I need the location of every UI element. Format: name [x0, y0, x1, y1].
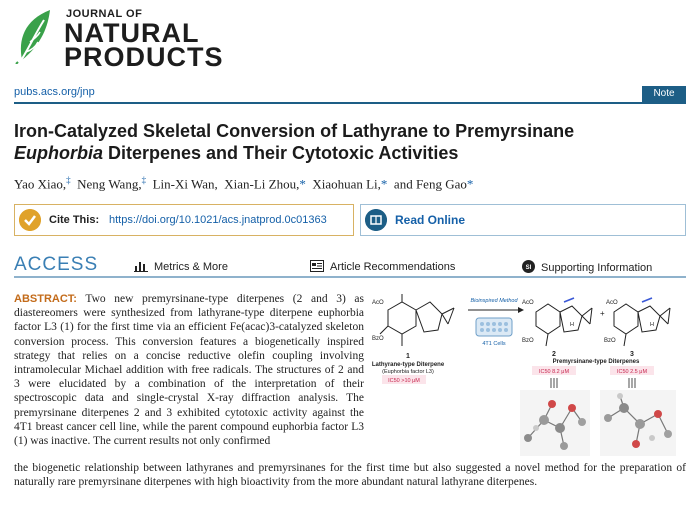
bzo-label: BzO	[372, 336, 384, 342]
author-mark: ‡	[66, 175, 71, 185]
read-online-label: Read Online	[395, 213, 466, 227]
article-icon	[310, 260, 324, 272]
supporting-info-link[interactable]	[522, 260, 652, 274]
bar-chart-icon	[134, 260, 148, 272]
journal-url[interactable]: pubs.acs.org/jnp	[14, 86, 95, 98]
plus-sign: +	[600, 309, 605, 318]
author-mark: ‡	[141, 175, 147, 185]
logo-natural: NATURAL	[64, 18, 200, 48]
article-title	[14, 120, 686, 164]
leaf-icon	[14, 6, 60, 64]
recommendations-label: Article Recommendations	[330, 261, 456, 273]
compound-3-stereo-bond	[642, 298, 652, 302]
aco-label: AcO	[372, 300, 384, 306]
title-part-1: Iron-Catalyzed Skeletal Conversion of Lathyrane to Premyrsinane	[14, 121, 575, 141]
toc-graphic[interactable]	[368, 288, 686, 458]
crystal-structure-2	[520, 390, 590, 456]
lathyrane-subcaption: (Euphorbia factor L3)	[382, 369, 434, 375]
bzo-label-2: BzO	[522, 338, 534, 344]
compound-1-number: 1	[406, 353, 410, 360]
h-label-3: H	[650, 322, 654, 328]
recommendations-link[interactable]	[310, 260, 455, 273]
lathyrane-caption: Lathyrane-type Diterpene	[371, 362, 445, 368]
cells-label: 4T1 Cells	[482, 341, 506, 347]
cite-label: Cite This:	[49, 214, 100, 226]
abstract-heading: ABSTRACT:	[14, 293, 77, 305]
compound-2-number: 2	[552, 351, 556, 358]
aco-label-2: AcO	[522, 300, 534, 306]
supporting-info-label: Supporting Information	[541, 262, 653, 274]
ic50-2: IC50 8.2 μM	[538, 369, 570, 375]
abstract-text-continued: the biogenetic relationship between lathyranes and premyrsinanes for the first time but also suggested a novel method for the preparation of naturally rare premyrsinane diterpenes with high bioactivity from the more abundant natural lathyrane diterpenes.	[14, 462, 686, 489]
ic50-3: IC50 2.5 μM	[616, 369, 648, 375]
premyrsinane-caption: Premyrsinane-type Diterpenes	[552, 359, 640, 365]
bzo-label-3: BzO	[604, 338, 616, 344]
read-online-button[interactable]	[360, 204, 686, 236]
doi-link[interactable]: https://doi.org/10.1021/acs.jnatprod.0c01363	[109, 214, 327, 226]
abstract-text	[14, 292, 364, 448]
aco-label-3: AcO	[606, 300, 618, 306]
metrics-label: Metrics & More	[154, 261, 228, 273]
corresponding-mark: *	[466, 176, 474, 192]
compound-1-structure	[380, 294, 454, 346]
crystal-structure-3	[600, 390, 676, 456]
access-bar	[14, 254, 686, 278]
header-divider	[14, 102, 686, 104]
author-name[interactable]: Yao Xiao,	[14, 176, 67, 192]
compound-3-number: 3	[630, 351, 634, 358]
si-icon	[522, 260, 535, 273]
author-name[interactable]: Xian-Li Zhou,	[224, 176, 300, 192]
well-plate-icon	[476, 318, 512, 336]
cite-this-box	[14, 204, 354, 236]
compound-3-structure	[614, 304, 670, 346]
metrics-link[interactable]	[134, 260, 228, 273]
logo-products: PRODUCTS	[64, 42, 224, 72]
bioinspired-label: Bioinspired Method	[470, 298, 518, 304]
corresponding-mark: *	[299, 176, 306, 192]
compound-2-stereo-bond	[564, 298, 574, 302]
checkmark-icon	[19, 209, 41, 231]
abstract-body: Two new premyrsinane-type diterpenes (2 and 3) as diastereomers were synthesized from lathyrane-type diterpene euphorbia factor L3 (1) for the first time via an efficient Fe(acac)3-catalyzed skeleton conversion process. This conversion features a biogenetically inspired strategy that relies on a concise reductive olefin coupling involving intramolecular Michael addition with free radicals. The structures of 2 and 3 were elucidated by a combination of the interpretation of their spectroscopic data and single-crystal X-ray diffraction analysis. The premyrsinane diterpenes 2 and 3 exhibited cytotoxic activity against the 4T1 breast cancer cell line, while the parent compound euphorbia factor L3 (1) was inactive. The current results not only confirmed	[14, 293, 364, 448]
globe-icon	[365, 209, 387, 231]
article-type-badge: Note	[642, 86, 686, 102]
ic50-1: IC50 >10 μM	[388, 378, 420, 384]
corresponding-mark: *	[380, 176, 388, 192]
svg-text:SI: SI	[525, 265, 532, 271]
author-name[interactable]: and Feng Gao	[393, 176, 467, 192]
title-part-2: Diterpenes and Their Cytotoxic Activities	[103, 143, 459, 163]
h-label-2: H	[570, 322, 574, 328]
equivalence-icon	[551, 378, 635, 388]
arrow-head-icon	[518, 307, 524, 313]
author-name[interactable]: Xiaohuan Li,	[312, 176, 381, 192]
author-list	[14, 175, 686, 192]
author-name[interactable]: Neng Wang,	[77, 176, 142, 192]
journal-logo[interactable]	[14, 4, 244, 74]
title-italic: Euphorbia	[14, 143, 103, 163]
access-label: ACCESS	[14, 254, 99, 275]
compound-2-structure	[536, 304, 592, 346]
logo-journal-of: JOURNAL OF	[66, 8, 143, 20]
author-name[interactable]: Lin-Xi Wan,	[152, 176, 218, 192]
